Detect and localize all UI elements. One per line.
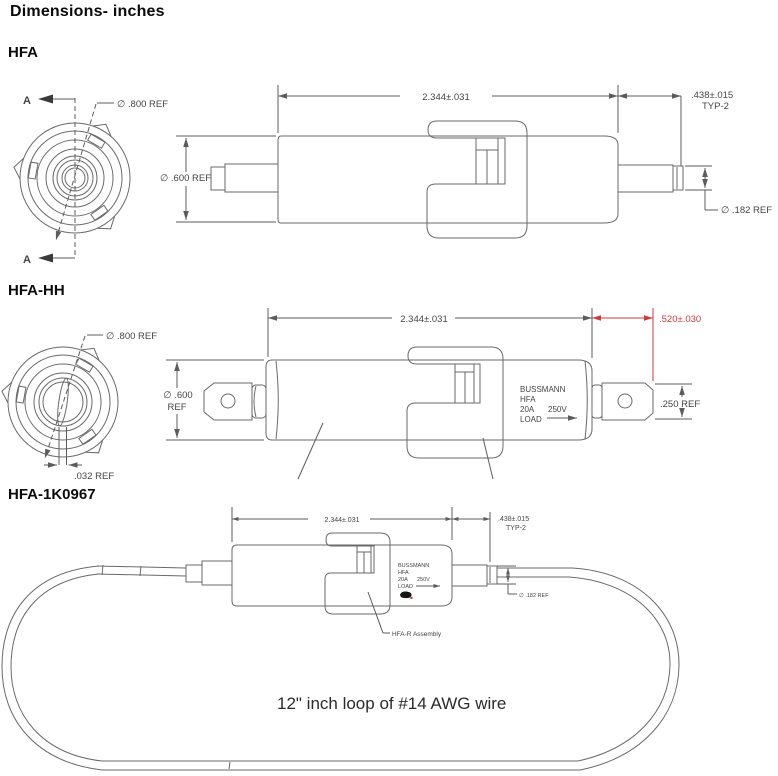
marking-load: LOAD	[520, 415, 542, 424]
right-terminal-tip	[487, 566, 497, 584]
dim-label-hfa-body-dia: ∅ .600 REF	[160, 173, 212, 184]
section-marker-a-bottom: A	[23, 254, 31, 266]
marking-model: HFA	[398, 570, 409, 576]
fuseholder-body	[266, 360, 592, 440]
left-terminal-shaft	[225, 164, 278, 192]
dim-label-hh-tab-width: .250 REF	[660, 399, 701, 410]
marking-volts: 250V	[417, 577, 430, 583]
right-quick-connect-tab	[602, 383, 653, 420]
dim-label-hfa-terminal-length: .438±.015	[691, 90, 734, 101]
wire-loop	[2, 566, 679, 770]
hfa-1k0967-marking	[398, 563, 440, 599]
marking-amps: 20A	[398, 577, 408, 583]
hfa-end-view	[14, 98, 130, 258]
hfa-hh-drawing	[2, 308, 701, 482]
section-heading-hfa: HFA	[8, 44, 38, 61]
assembly-label: HFA-R Assembly	[392, 631, 442, 638]
section-heading-hfa-hh: HFA-HH	[8, 282, 65, 299]
hfa-hh-end-view	[2, 331, 157, 482]
bayonet-channel	[476, 138, 498, 184]
wire-loop-note: 12" inch loop of #14 AWG wire	[277, 694, 507, 713]
marking-model: HFA	[520, 395, 536, 404]
hfa-1k0967-drawing	[2, 507, 679, 770]
marking-brand: BUSSMANN	[398, 563, 430, 569]
dim-label-1k-terminal-dia: ∅ .182 REF	[519, 593, 549, 599]
dim-label-1k-typ2: TYP-2	[506, 525, 526, 532]
marking-brand: BUSSMANN	[520, 385, 566, 394]
section-arrow-bottom	[38, 254, 53, 263]
dim-label-hh-body-dia-2: REF	[167, 402, 187, 413]
page-title: Dimensions- inches	[10, 3, 165, 20]
section-marker-a-top: A	[23, 95, 31, 107]
leader-line	[368, 592, 383, 633]
hfa-cap-dia-callout	[97, 99, 168, 110]
hfa-hh-side-view	[204, 347, 653, 479]
dim-label-hh-length: 2.344±.031	[400, 314, 448, 325]
hfa-drawing	[14, 85, 772, 266]
fuseholder-body	[232, 545, 452, 606]
bayonet-channel	[455, 364, 474, 403]
wire-crimp	[202, 561, 232, 585]
bayonet-channel	[357, 546, 371, 573]
hfa-side-view	[211, 121, 683, 238]
wire-splice-mark	[229, 762, 230, 769]
leader-line	[298, 423, 323, 479]
dim-label-hfa-length: 2.344±.031	[422, 92, 470, 103]
section-arrow-top	[38, 95, 53, 104]
section-heading-hfa-1k0967: HFA-1K0967	[8, 486, 96, 503]
right-terminal-tip	[673, 166, 683, 190]
hfa-section-markers	[23, 95, 75, 267]
marking-load: LOAD	[398, 584, 413, 590]
dim-label-1k-terminal-length: .438±.015	[498, 516, 530, 523]
dim-label-hh-tab-length: .520±.030	[659, 314, 702, 325]
dim-label-1k-length: 2.344±.031	[324, 517, 360, 524]
right-ferrule	[592, 385, 602, 418]
tab-hole	[221, 394, 235, 408]
bussmann-logo-mark	[400, 591, 412, 598]
fuseholder-body	[278, 136, 618, 223]
hfa-hh-marking	[520, 385, 577, 424]
logo-accent-dot	[410, 597, 412, 599]
marking-amps: 20A	[520, 405, 535, 414]
left-terminal-tip	[211, 167, 225, 190]
dim-label-hfa-typ2: TYP-2	[702, 101, 729, 112]
hfa-1k0967-dimensions	[232, 507, 549, 599]
hfa-dimensions	[160, 85, 772, 222]
right-terminal-shaft	[618, 165, 673, 192]
right-terminal-shaft	[452, 565, 487, 586]
left-quick-connect-tab	[204, 383, 252, 420]
dim-label-hfa-cap-dia: ∅ .800 REF	[117, 99, 169, 110]
dim-label-hh-body-dia-1: ∅ .600	[163, 390, 193, 401]
dim-label-hh-slot-width: .032 REF	[74, 471, 115, 482]
dim-label-hh-cap-dia: ∅ .800 REF	[106, 331, 158, 342]
marking-volts: 250V	[548, 405, 567, 414]
screwdriver-slot	[56, 378, 71, 427]
tab-hole	[618, 394, 632, 408]
wire-crimp	[186, 565, 202, 582]
fuseholder-knob	[427, 121, 527, 238]
dim-label-hfa-terminal-dia: ∅ .182 REF	[721, 205, 773, 216]
